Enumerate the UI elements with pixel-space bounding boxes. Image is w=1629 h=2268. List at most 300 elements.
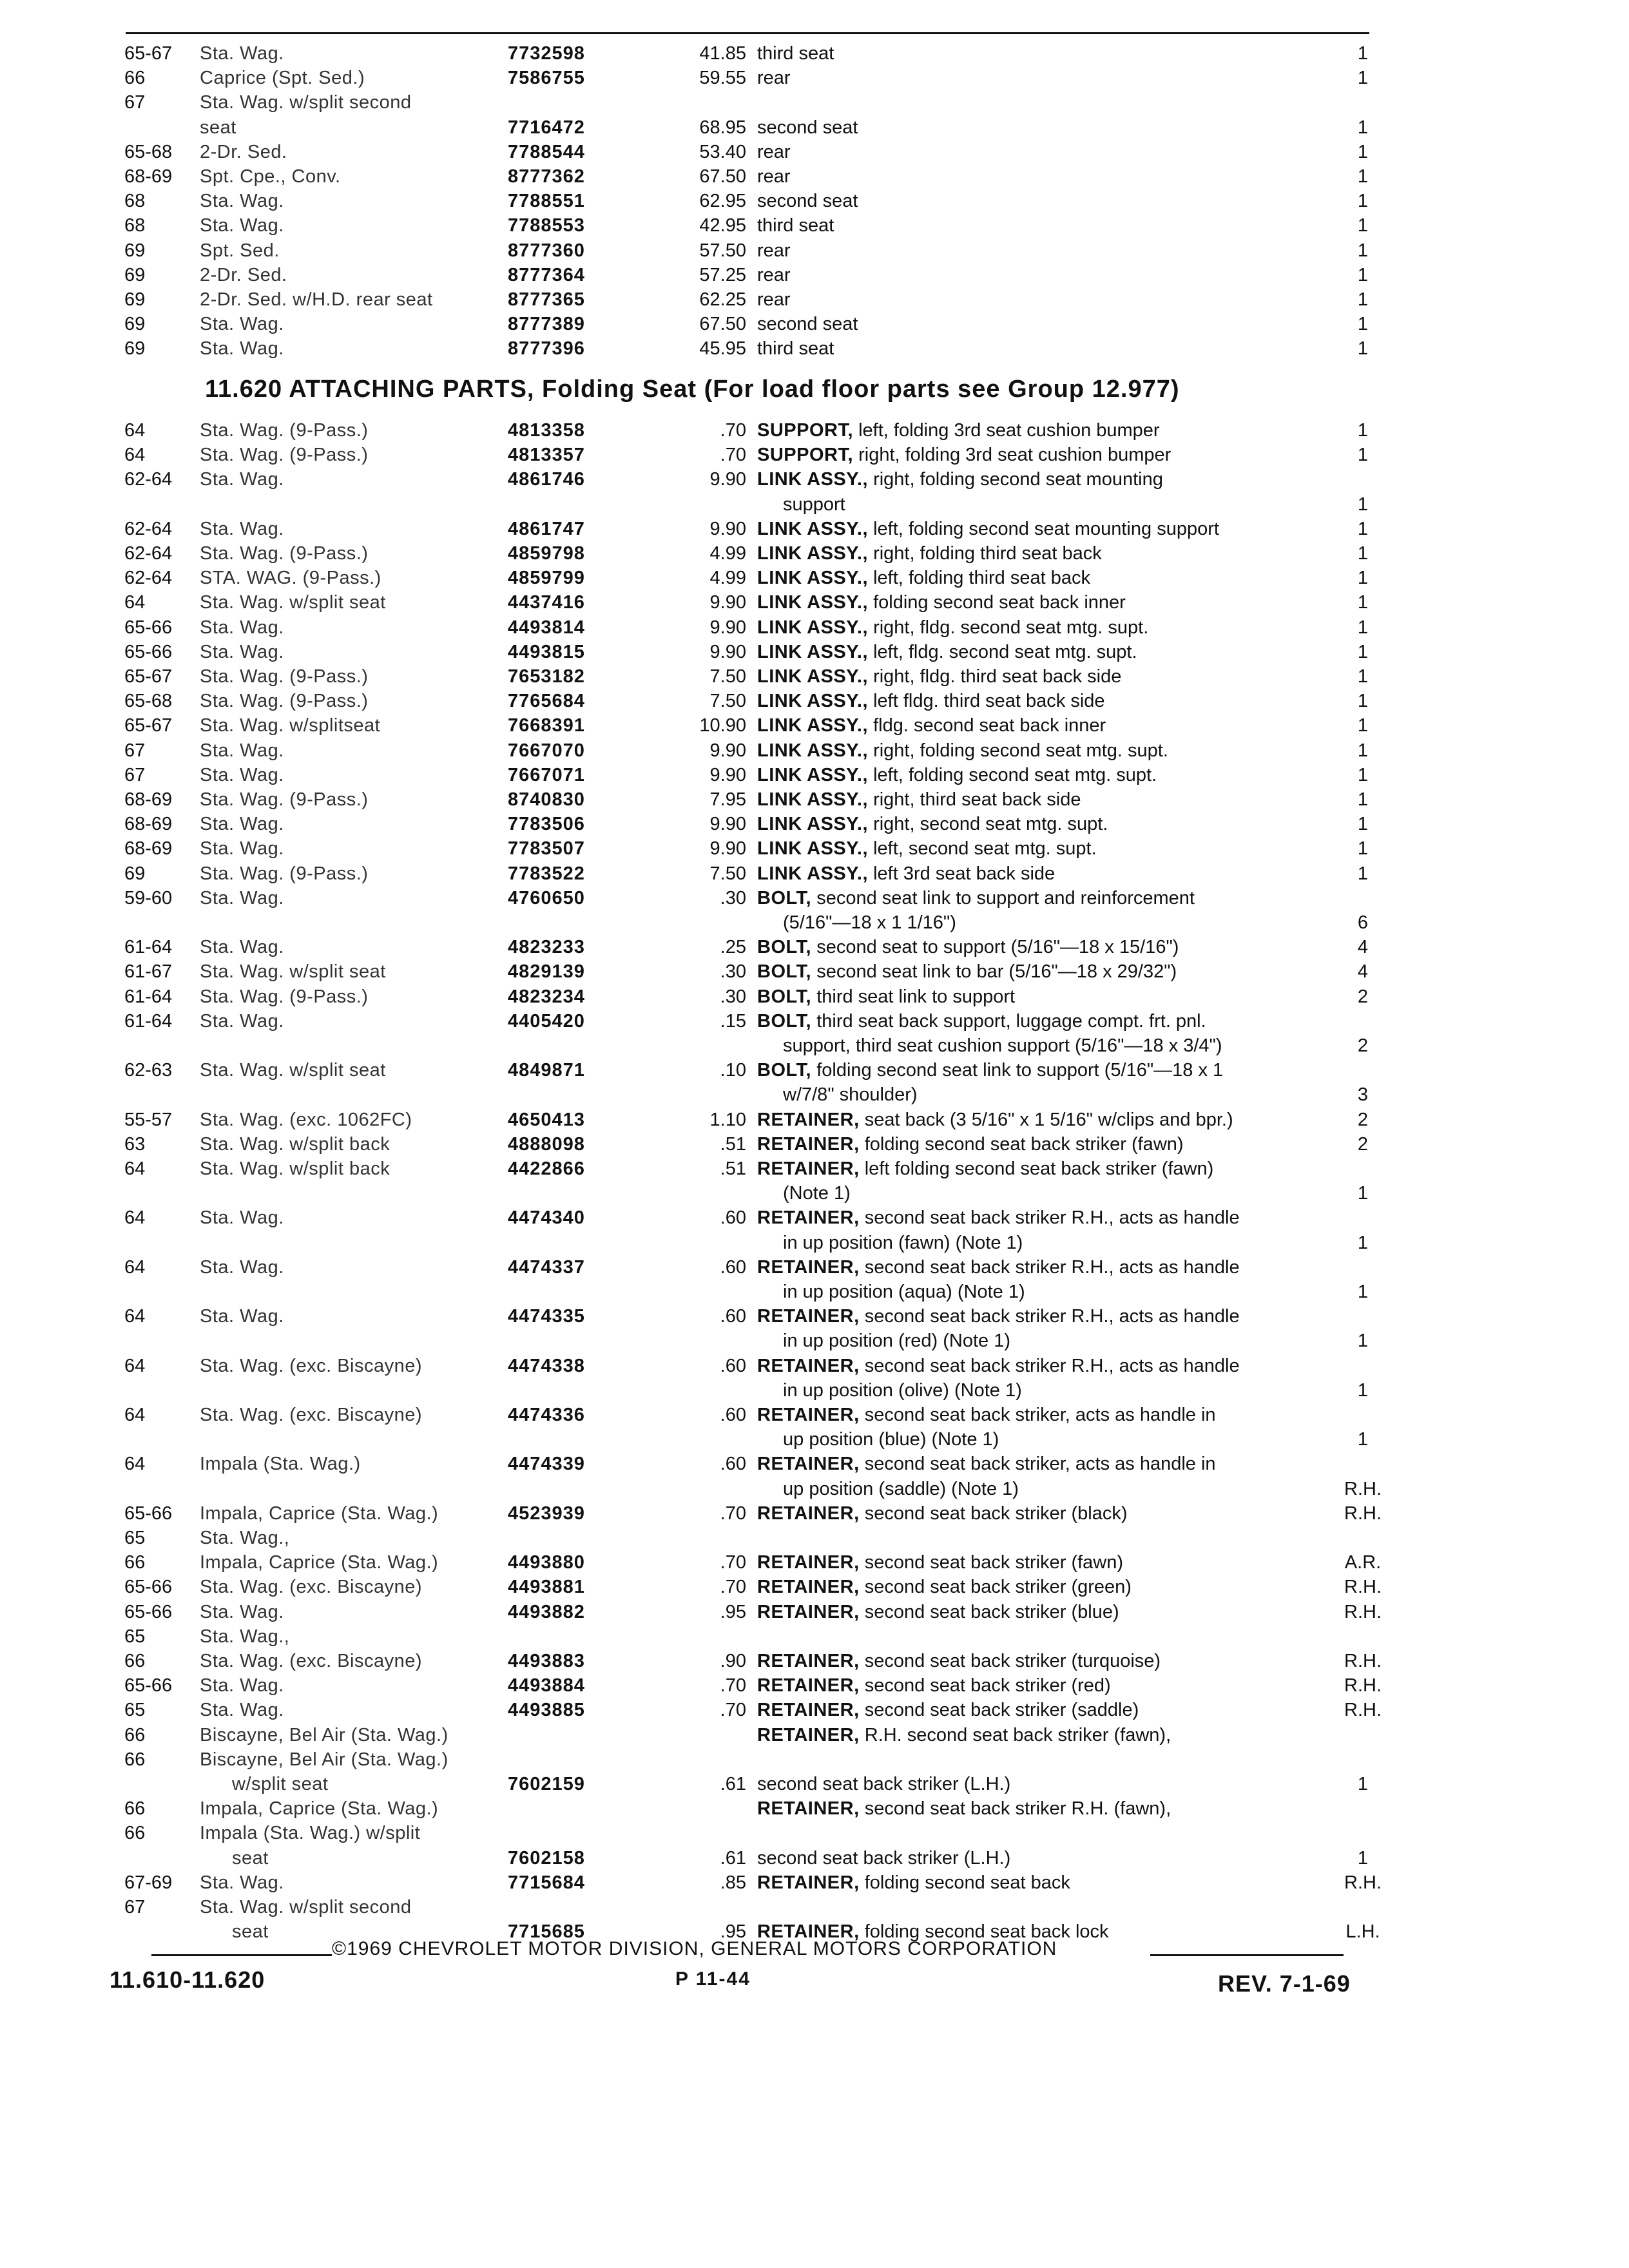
- description-text: up position (blue) (Note 1): [783, 1429, 999, 1450]
- table-row: [0, 788, 1629, 811]
- quantity-cell: 2: [1357, 1109, 1369, 1130]
- description-cell: [757, 788, 1081, 811]
- description-text: folding second seat back: [864, 1872, 1070, 1893]
- model-cell: Sta. Wag. w/split back: [200, 1158, 390, 1179]
- description-cell: [757, 312, 858, 336]
- year-cell: 68-69: [124, 789, 173, 810]
- year-cell: 65-68: [124, 141, 173, 162]
- price-cell: 7.95: [709, 789, 746, 810]
- description-cell: [757, 566, 1090, 590]
- part-number-cell: 4861747: [508, 518, 585, 539]
- description-cell: [757, 960, 1177, 983]
- quantity-cell: 1: [1357, 715, 1369, 736]
- quantity-cell: 1: [1357, 814, 1369, 835]
- model-cell: Sta. Wag.: [200, 641, 284, 662]
- quantity-cell: 3: [1357, 1084, 1369, 1106]
- quantity-cell: 1: [1357, 1429, 1369, 1450]
- model-cell: Sta. Wag. w/split second: [200, 1897, 412, 1917]
- description-cell: [757, 1773, 1010, 1796]
- model-cell: Sta. Wag.: [200, 1306, 284, 1327]
- part-number-cell: 7668391: [508, 715, 585, 736]
- model-cell: Sta. Wag.: [200, 937, 284, 958]
- description-cell: [757, 1847, 1010, 1870]
- table-row: [0, 1649, 1629, 1673]
- year-cell: 62-64: [124, 518, 173, 539]
- price-cell: 7.50: [709, 863, 746, 884]
- description-text: in up position (olive) (Note 1): [783, 1379, 1022, 1401]
- table-row: [0, 1034, 1629, 1057]
- description-cell: [757, 739, 1168, 762]
- price-cell: .85: [720, 1872, 746, 1893]
- year-cell: 66: [124, 68, 146, 89]
- price-cell: 59.55: [699, 68, 746, 89]
- table-row: [0, 1526, 1629, 1550]
- year-cell: 65-66: [124, 1577, 173, 1598]
- price-cell: 57.25: [699, 264, 746, 285]
- table-row: [0, 1403, 1629, 1427]
- description-cell: [757, 616, 1148, 639]
- model-cell: Sta. Wag.: [200, 1700, 284, 1721]
- model-cell: Sta. Wag. w/split seat: [200, 961, 386, 983]
- description-text: second seat back striker R.H., acts as handle: [864, 1256, 1240, 1278]
- price-cell: .90: [720, 1651, 746, 1671]
- quantity-cell: 1: [1357, 863, 1369, 884]
- model-cell: Sta. Wag.: [200, 1256, 284, 1278]
- quantity-cell: 1: [1357, 141, 1369, 162]
- description-text: second seat back striker (blue): [864, 1601, 1119, 1622]
- price-cell: .70: [720, 445, 746, 466]
- model-cell: Sta. Wag.: [200, 764, 284, 785]
- table-row: [0, 189, 1629, 213]
- table-row: [0, 1206, 1629, 1229]
- model-cell: Sta. Wag. (exc. Biscayne): [200, 1405, 423, 1425]
- model-cell: Sta. Wag.: [200, 1675, 284, 1696]
- year-cell: 64: [124, 1158, 146, 1179]
- part-number-cell: 7586755: [508, 68, 585, 89]
- part-name: RETAINER,: [757, 1872, 860, 1893]
- year-cell: 55-57: [124, 1109, 173, 1130]
- table-row: [0, 1157, 1629, 1180]
- part-number-cell: 7715684: [508, 1872, 585, 1893]
- part-number-cell: 4493885: [508, 1700, 585, 1721]
- description-cell: [783, 1231, 1023, 1254]
- price-cell: 9.90: [709, 592, 746, 613]
- description-cell: [757, 1575, 1132, 1599]
- model-cell: Sta. Wag.: [200, 191, 284, 212]
- year-cell: 65: [124, 1626, 146, 1647]
- price-cell: .70: [720, 1700, 746, 1721]
- part-number-cell: 8740830: [508, 789, 585, 810]
- description-text: right, second seat mtg. supt.: [873, 814, 1108, 835]
- description-text: left, fldg. second seat mtg. supt.: [873, 641, 1137, 662]
- model-cell: Sta. Wag.: [200, 338, 284, 360]
- description-cell: [757, 1674, 1111, 1697]
- price-cell: 62.25: [699, 289, 746, 310]
- quantity-cell: 1: [1357, 117, 1369, 138]
- description-text: second seat back striker R.H., acts as handle: [864, 1207, 1240, 1229]
- description-cell: [757, 443, 1171, 466]
- description-cell: [783, 1280, 1025, 1303]
- part-number-cell: 4823234: [508, 986, 585, 1007]
- model-cell: Sta. Wag.: [200, 43, 284, 64]
- description-text: in up position (aqua) (Note 1): [783, 1282, 1025, 1302]
- year-cell: 69: [124, 264, 146, 285]
- price-cell: .60: [720, 1355, 746, 1376]
- price-cell: .61: [720, 1847, 746, 1869]
- quantity-cell: 1: [1357, 764, 1369, 785]
- description-cell: [757, 1059, 1223, 1082]
- description-text: second seat link to bar (5/16"—18 x 29/32"): [816, 961, 1177, 983]
- model-cell: Sta. Wag. (exc. Biscayne): [200, 1577, 423, 1598]
- quantity-cell: 1: [1357, 43, 1369, 64]
- part-name: RETAINER,: [757, 1306, 860, 1327]
- price-cell: .60: [720, 1207, 746, 1229]
- year-cell: 64: [124, 420, 146, 441]
- quantity-cell: A.R.: [1344, 1552, 1382, 1573]
- price-cell: .30: [720, 887, 746, 908]
- part-number-cell: 7602159: [508, 1774, 585, 1794]
- price-cell: 41.85: [699, 43, 746, 64]
- price-cell: .30: [720, 961, 746, 983]
- year-cell: 65-66: [124, 1503, 173, 1524]
- table-row: [0, 1773, 1629, 1796]
- table-row: [0, 1625, 1629, 1648]
- price-cell: 57.50: [699, 240, 746, 261]
- table-row: [0, 116, 1629, 139]
- table-row: [0, 1059, 1629, 1082]
- part-number-cell: 8777360: [508, 240, 585, 261]
- quantity-cell: R.H.: [1344, 1651, 1382, 1671]
- price-cell: 67.50: [699, 314, 746, 335]
- table-row: [0, 812, 1629, 836]
- year-cell: 65-67: [124, 43, 173, 64]
- description-text: rear: [757, 289, 791, 310]
- part-number-cell: 7653182: [508, 666, 585, 687]
- description-cell: [783, 1034, 1222, 1057]
- price-cell: .95: [720, 1601, 746, 1622]
- description-cell: [757, 1551, 1123, 1574]
- description-text: second seat back striker R.H. (fawn),: [864, 1798, 1171, 1820]
- year-cell: 65: [124, 1528, 146, 1548]
- price-cell: .15: [720, 1010, 746, 1032]
- description-cell: [757, 189, 858, 213]
- model-cell: Sta. Wag. (exc. Biscayne): [200, 1355, 423, 1376]
- year-cell: 64: [124, 1355, 146, 1376]
- quantity-cell: 1: [1357, 838, 1369, 860]
- description-cell: [757, 591, 1126, 614]
- part-number-cell: 7716472: [508, 117, 585, 138]
- description-text: left fldg. third seat back side: [873, 691, 1105, 712]
- description-text: left, folding second seat mtg. supt.: [873, 764, 1157, 785]
- description-text: third seat back support, luggage compt. frt. pnl.: [816, 1010, 1206, 1032]
- description-text: second seat: [757, 117, 858, 138]
- price-cell: .60: [720, 1454, 746, 1475]
- table-row: [0, 1698, 1629, 1722]
- year-cell: 65-66: [124, 1675, 173, 1696]
- year-cell: 68: [124, 215, 146, 236]
- price-cell: 62.95: [699, 191, 746, 212]
- price-cell: .60: [720, 1256, 746, 1278]
- part-name: LINK ASSY.,: [757, 764, 869, 785]
- year-cell: 62-63: [124, 1060, 173, 1081]
- part-name: LINK ASSY.,: [757, 691, 869, 712]
- quantity-cell: 1: [1357, 1331, 1369, 1352]
- description-cell: [757, 1698, 1139, 1722]
- model-cell: 2-Dr. Sed.: [200, 141, 287, 162]
- part-number-cell: 4474340: [508, 1207, 585, 1229]
- model-cell: Sta. Wag.: [200, 838, 284, 860]
- year-cell: 65-68: [124, 691, 173, 712]
- price-cell: 42.95: [699, 215, 746, 236]
- table-row: [0, 591, 1629, 614]
- description-text: second seat: [757, 314, 858, 335]
- description-text: rear: [757, 166, 791, 187]
- description-cell: [783, 1083, 918, 1106]
- description-text: right, folding third seat back: [873, 543, 1102, 564]
- part-number-cell: 7788551: [508, 191, 585, 212]
- part-number-cell: 4888098: [508, 1133, 585, 1155]
- part-number-cell: 7783522: [508, 863, 585, 884]
- description-text: second seat back striker (L.H.): [757, 1847, 1011, 1869]
- table-row: [0, 1724, 1629, 1747]
- quantity-cell: 4: [1357, 937, 1369, 958]
- model-cell: Sta. Wag.,: [200, 1528, 290, 1548]
- table-row: [0, 1674, 1629, 1697]
- table-row: [0, 214, 1629, 237]
- price-cell: 45.95: [699, 338, 746, 360]
- description-cell: [757, 1797, 1171, 1820]
- description-cell: [757, 985, 1015, 1008]
- year-cell: 66: [124, 1552, 146, 1573]
- part-name: LINK ASSY.,: [757, 543, 869, 564]
- year-cell: 66: [124, 1823, 146, 1844]
- description-text: third seat: [757, 338, 834, 360]
- year-cell: 64: [124, 592, 146, 613]
- description-cell: [757, 468, 1163, 491]
- description-text: up position (saddle) (Note 1): [783, 1478, 1019, 1499]
- part-number-cell: 4493881: [508, 1577, 585, 1598]
- quantity-cell: 6: [1357, 912, 1369, 933]
- part-name: LINK ASSY.,: [757, 518, 869, 539]
- table-row: [0, 165, 1629, 188]
- footer-copyright: ©1969 CHEVROLET MOTOR DIVISION, GENERAL MOTORS CORPORATION: [332, 1938, 1057, 1959]
- description-cell: [757, 116, 858, 139]
- part-name: LINK ASSY.,: [757, 863, 869, 884]
- price-cell: 1.10: [709, 1109, 746, 1130]
- part-number-cell: 4823233: [508, 937, 585, 958]
- table-row: [0, 264, 1629, 287]
- quantity-cell: R.H.: [1344, 1675, 1382, 1696]
- part-name: BOLT,: [757, 961, 812, 983]
- footer-rule-right: [1150, 1954, 1344, 1956]
- model-cell: Sta. Wag.: [200, 1207, 284, 1229]
- description-text: second seat: [757, 191, 858, 212]
- table-row: [0, 468, 1629, 491]
- year-cell: 69: [124, 314, 146, 335]
- description-text: folding second seat link to support (5/16"—18 x 1: [816, 1060, 1224, 1081]
- year-cell: 65-66: [124, 617, 173, 638]
- table-row: [0, 1600, 1629, 1624]
- part-name: RETAINER,: [757, 1133, 860, 1155]
- footer-rule-left: [151, 1954, 332, 1956]
- quantity-cell: 1: [1357, 666, 1369, 687]
- table-row: [0, 1821, 1629, 1845]
- year-cell: 67-69: [124, 1872, 173, 1893]
- quantity-cell: 1: [1357, 215, 1369, 236]
- table-row: [0, 616, 1629, 639]
- description-text: second seat link to support and reinforcement: [816, 887, 1195, 908]
- year-cell: 66: [124, 1651, 146, 1671]
- part-name: RETAINER,: [757, 1256, 860, 1278]
- model-cell: Sta. Wag.: [200, 887, 284, 908]
- table-row: [0, 837, 1629, 860]
- part-number-cell: 7667070: [508, 740, 585, 761]
- part-number-cell: 4493883: [508, 1651, 585, 1671]
- description-text: rear: [757, 68, 791, 89]
- footer-group-number: 11.610-11.620: [110, 1966, 265, 1993]
- quantity-cell: 1: [1357, 494, 1369, 515]
- year-cell: 62-64: [124, 568, 173, 589]
- table-row: [0, 419, 1629, 442]
- part-name: LINK ASSY.,: [757, 568, 869, 589]
- part-number-cell: 4474335: [508, 1306, 585, 1327]
- quantity-cell: 1: [1357, 445, 1369, 466]
- year-cell: 65-66: [124, 1601, 173, 1622]
- table-row: [0, 1354, 1629, 1378]
- model-cell: w/split seat: [232, 1774, 329, 1794]
- description-cell: [757, 665, 1121, 688]
- description-text: second seat back striker (red): [864, 1675, 1111, 1696]
- quantity-cell: 1: [1357, 264, 1369, 285]
- price-cell: .70: [720, 1552, 746, 1573]
- price-cell: .70: [720, 1577, 746, 1598]
- part-number-cell: 4474339: [508, 1454, 585, 1475]
- part-number-cell: 4493880: [508, 1552, 585, 1573]
- description-text: w/7/8" shoulder): [783, 1084, 918, 1106]
- description-cell: [757, 862, 1055, 885]
- model-cell: 2-Dr. Sed.: [200, 264, 287, 285]
- model-cell: Sta. Wag. w/splitseat: [200, 715, 381, 736]
- year-cell: 66: [124, 1798, 146, 1820]
- part-name: BOLT,: [757, 1060, 812, 1081]
- part-name: RETAINER,: [757, 1454, 860, 1475]
- section-title: 11.620 ATTACHING PARTS, Folding Seat (For load floor parts see Group 12.977): [205, 376, 1180, 403]
- quantity-cell: 1: [1357, 1847, 1369, 1869]
- part-name: RETAINER,: [757, 1921, 860, 1943]
- table-row: [0, 1010, 1629, 1033]
- model-cell: Sta. Wag.: [200, 740, 284, 761]
- price-cell: 9.90: [709, 764, 746, 785]
- model-cell: Impala (Sta. Wag.) w/split: [200, 1823, 421, 1844]
- model-cell: Sta. Wag.: [200, 617, 284, 638]
- quantity-cell: 1: [1357, 338, 1369, 360]
- part-number-cell: 4493884: [508, 1675, 585, 1696]
- year-cell: 65-67: [124, 715, 173, 736]
- table-row: [0, 542, 1629, 565]
- table-row: [0, 936, 1629, 959]
- part-name: RETAINER,: [757, 1651, 860, 1671]
- description-cell: [757, 1600, 1119, 1624]
- description-cell: [757, 1403, 1216, 1427]
- year-cell: 68-69: [124, 814, 173, 835]
- table-row: [0, 1280, 1629, 1303]
- description-text: folding second seat back lock: [864, 1921, 1109, 1943]
- description-cell: [757, 1157, 1213, 1180]
- description-cell: [757, 542, 1102, 565]
- table-row: [0, 739, 1629, 762]
- part-name: LINK ASSY.,: [757, 592, 869, 613]
- description-cell: [757, 689, 1105, 713]
- table-row: [0, 1452, 1629, 1475]
- table-row: [0, 239, 1629, 262]
- price-cell: 9.90: [709, 518, 746, 539]
- part-name: RETAINER,: [757, 1700, 860, 1721]
- price-cell: .51: [720, 1158, 746, 1179]
- part-number-cell: 4813357: [508, 445, 585, 466]
- part-number-cell: 8777365: [508, 289, 585, 310]
- part-name: SUPPORT,: [757, 445, 854, 466]
- price-cell: 68.95: [699, 117, 746, 138]
- price-cell: .70: [720, 1503, 746, 1524]
- year-cell: 61-64: [124, 1010, 173, 1032]
- part-name: LINK ASSY.,: [757, 740, 869, 761]
- table-row: [0, 1797, 1629, 1820]
- quantity-cell: R.H.: [1344, 1601, 1382, 1622]
- part-name: RETAINER,: [757, 1552, 860, 1573]
- part-name: BOLT,: [757, 1010, 812, 1032]
- quantity-cell: 2: [1357, 986, 1369, 1007]
- description-text: seat back (3 5/16" x 1 5/16" w/clips and bpr.): [864, 1109, 1233, 1130]
- description-text: second seat back striker R.H., acts as handle: [864, 1306, 1240, 1327]
- year-cell: 67: [124, 1897, 146, 1917]
- part-number-cell: 4422866: [508, 1158, 585, 1179]
- model-cell: Biscayne, Bel Air (Sta. Wag.): [200, 1749, 448, 1770]
- model-cell: Sta. Wag.: [200, 1872, 284, 1893]
- description-text: third seat: [757, 215, 834, 236]
- part-number-cell: 4493882: [508, 1601, 585, 1622]
- description-text: right, folding second seat mounting: [873, 469, 1163, 490]
- part-number-cell: 7788544: [508, 141, 585, 162]
- description-cell: [757, 1133, 1184, 1156]
- part-name: LINK ASSY.,: [757, 641, 869, 662]
- year-cell: 61-67: [124, 961, 173, 983]
- quantity-cell: 1: [1357, 1183, 1369, 1204]
- description-text: second seat back striker (fawn): [864, 1552, 1124, 1573]
- model-cell: Sta. Wag.: [200, 469, 284, 490]
- year-cell: 61-64: [124, 937, 173, 958]
- price-cell: .70: [720, 420, 746, 441]
- description-text: left, folding 3rd seat cushion bumper: [858, 420, 1160, 441]
- description-cell: [757, 837, 1097, 860]
- model-cell: Sta. Wag.: [200, 1601, 284, 1622]
- quantity-cell: R.H.: [1344, 1503, 1382, 1524]
- description-text: (5/16"—18 x 1 1/16"): [783, 912, 956, 933]
- description-text: support: [783, 494, 845, 515]
- description-cell: [783, 1379, 1022, 1402]
- description-text: second seat back striker (L.H.): [757, 1774, 1011, 1794]
- model-cell: Sta. Wag. (9-Pass.): [200, 986, 369, 1007]
- description-text: left folding second seat back striker (fawn): [864, 1158, 1214, 1179]
- quantity-cell: 1: [1357, 420, 1369, 441]
- description-text: second seat back striker (turquoise): [864, 1651, 1161, 1671]
- table-row: [0, 1083, 1629, 1106]
- part-name: BOLT,: [757, 937, 812, 958]
- year-cell: 69: [124, 240, 146, 261]
- part-number-cell: 4474337: [508, 1256, 585, 1278]
- description-text: right, folding second seat mtg. supt.: [873, 740, 1168, 761]
- description-cell: [757, 66, 791, 90]
- part-number-cell: 4493815: [508, 641, 585, 662]
